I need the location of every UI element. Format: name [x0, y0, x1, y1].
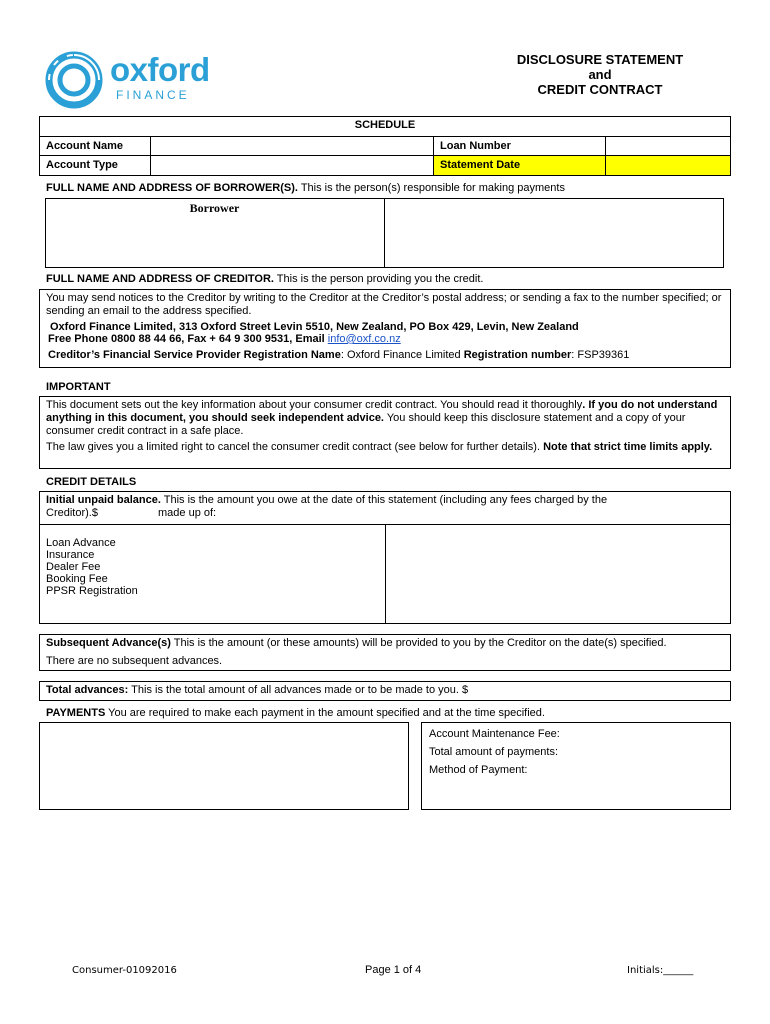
total-payments-label: Total amount of payments:: [429, 746, 559, 758]
creditor-email-link[interactable]: info@oxf.co.nz: [327, 333, 401, 345]
creditor-fsp: Creditor’s Financial Service Provider Registration Name: Oxford Finance Limited Registration number: FSP39361: [48, 349, 630, 361]
document-title: [480, 52, 720, 97]
loan-number-label: Loan Number: [440, 140, 511, 152]
oxford-logo: [44, 50, 224, 110]
creditor-address: Oxford Finance Limited, 313 Oxford Street Levin 5510, New Zealand, PO Box 429, Levin, New Zealand: [50, 321, 579, 333]
account-maintenance-fee-label: Account Maintenance Fee:: [429, 728, 560, 740]
payment-fields: [429, 725, 560, 779]
initial-balance-text: Initial unpaid balance. This is the amount you owe at the date of this statement (including any fees charged by the: [46, 494, 608, 506]
method-of-payment-label: Method of Payment:: [429, 764, 528, 776]
subsequent-advance-text: Subsequent Advance(s) This is the amount (or these amounts) will be provided to you by the Creditor on the date(s) specified.: [46, 637, 667, 649]
title-line-3: CREDIT CONTRACT: [537, 82, 663, 97]
payments-heading: PAYMENTS You are required to make each payment in the amount specified and at the time specified.: [46, 707, 545, 719]
made-up-of-amounts-field[interactable]: [387, 526, 729, 622]
statement-date-field[interactable]: [606, 156, 730, 175]
important-heading: IMPORTANT: [46, 381, 111, 393]
credit-details-heading: CREDIT DETAILS: [46, 476, 137, 488]
account-type-label: Account Type: [46, 159, 118, 171]
borrower-details-field[interactable]: [386, 200, 722, 266]
loan-number-field[interactable]: [606, 137, 730, 155]
footer-form-code: Consumer-01092016: [72, 965, 177, 976]
list-item: Insurance: [46, 549, 95, 561]
schedule-title: SCHEDULE: [354, 119, 416, 131]
made-up-of-list: [46, 537, 138, 597]
statement-date-label: Statement Date: [440, 159, 521, 171]
title-line-1: DISCLOSURE STATEMENT: [516, 52, 684, 67]
oxford-logo-mark-icon: [44, 50, 104, 110]
list-item: Booking Fee: [46, 573, 108, 585]
important-paragraph-1: This document sets out the key information about your consumer credit contract. You should read it thoroughly. If you do not understand anything in this document, you should seek independent advice. You should keep this disclosure statement and a copy of your consumer credit contract in a safe place.: [46, 399, 718, 437]
oxford-logo-subtitle: FINANCE: [116, 88, 190, 102]
list-item: Dealer Fee: [46, 561, 101, 573]
payments-left-box[interactable]: [39, 722, 409, 810]
creditor-notice: You may send notices to the Creditor by writing to the Creditor at the Creditor’s postal address; or sending a fax to the number specified; or sending an email to the address specified.: [46, 292, 722, 317]
footer-initials: Initials:______: [627, 965, 694, 976]
important-paragraph-2: The law gives you a limited right to cancel the consumer credit contract (see below for further details). Note that strict time limits apply.: [46, 441, 713, 453]
initial-balance-amount-line: Creditor).$ made up of:: [46, 507, 217, 519]
account-name-field[interactable]: [151, 137, 433, 155]
total-advances-text: Total advances: This is the total amount of all advances made or to be made to you. $: [46, 684, 469, 696]
footer-page-number: Page 1 of 4: [365, 964, 422, 976]
account-type-field[interactable]: [151, 156, 433, 175]
creditor-heading: FULL NAME AND ADDRESS OF CREDITOR. This is the person providing you the credit.: [46, 273, 484, 285]
title-line-2: and: [588, 67, 612, 82]
list-item: PPSR Registration: [46, 585, 138, 597]
borrower-label: Borrower: [189, 201, 240, 215]
creditor-phone-email: Free Phone 0800 88 44 66, Fax + 64 9 300 9531, Email info@oxf.co.nz: [48, 333, 401, 345]
borrower-heading: FULL NAME AND ADDRESS OF BORROWER(S). This is the person(s) responsible for making payments: [46, 182, 565, 194]
oxford-logo-wordmark: oxford: [110, 51, 210, 88]
account-name-label: Account Name: [46, 140, 124, 152]
no-subsequent-advances: There are no subsequent advances.: [46, 655, 223, 667]
list-item: Loan Advance: [46, 537, 116, 549]
